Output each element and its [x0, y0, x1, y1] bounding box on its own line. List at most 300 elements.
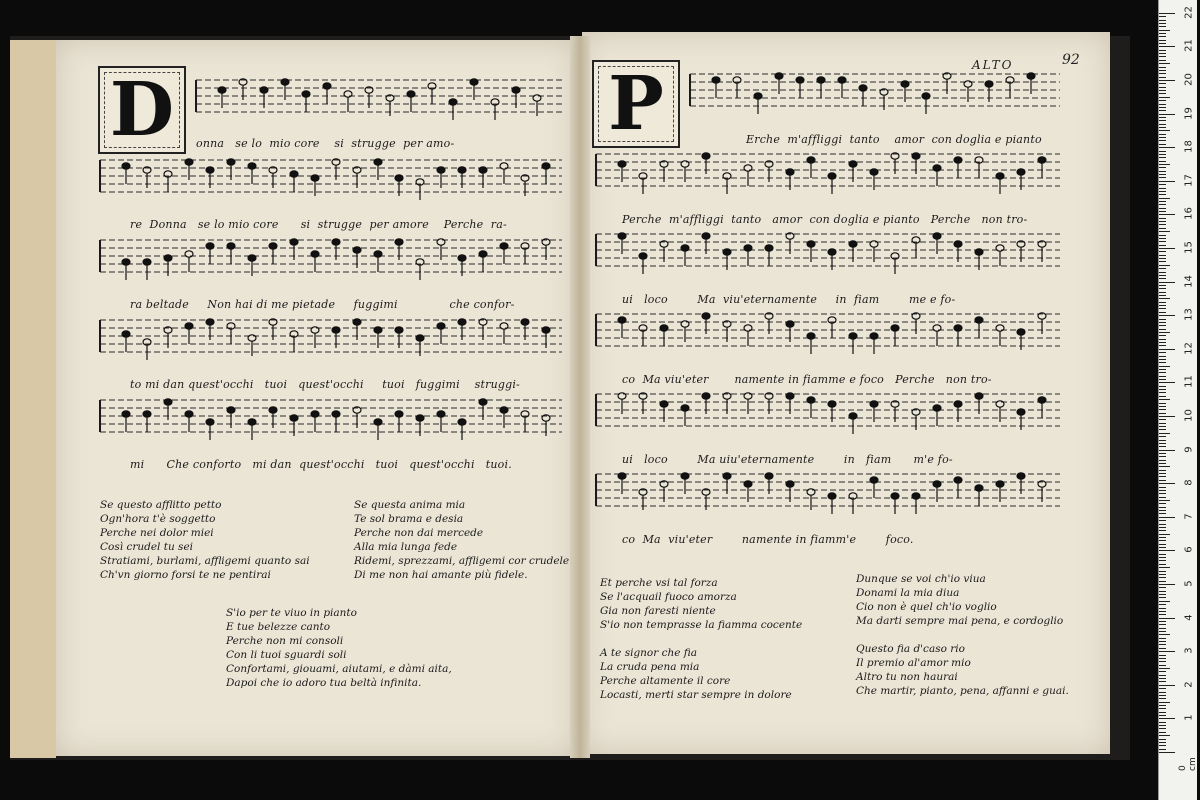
staff	[596, 473, 1060, 514]
ruler-tick	[1159, 594, 1166, 595]
ruler-tick	[1159, 591, 1166, 592]
ruler-tick	[1159, 339, 1166, 340]
note	[828, 493, 836, 499]
note	[618, 233, 626, 239]
note	[975, 393, 983, 399]
ruler-number: 13	[1183, 308, 1195, 322]
note	[416, 335, 424, 341]
ruler-tick	[1159, 688, 1166, 689]
note	[248, 163, 256, 169]
ruler-tick	[1159, 228, 1166, 229]
ruler-tick	[1159, 33, 1166, 34]
ruler-tick	[1159, 732, 1166, 733]
part-name: ALTO	[972, 58, 1014, 72]
note	[1038, 397, 1046, 403]
ruler-tick	[1159, 130, 1170, 131]
ruler-tick	[1159, 198, 1170, 199]
ruler-tick	[1159, 513, 1166, 514]
ruler-tick	[1159, 356, 1166, 357]
ruler-number: 10	[1183, 409, 1195, 422]
note	[681, 321, 689, 327]
ruler-tick	[1159, 554, 1166, 555]
ruler-tick	[1159, 114, 1175, 115]
ruler-tick	[1159, 668, 1170, 669]
ruler-tick	[1159, 443, 1166, 444]
note	[227, 243, 235, 249]
ruler-tick	[1159, 463, 1166, 464]
ruler-tick	[1159, 278, 1166, 279]
note	[870, 477, 878, 483]
note	[807, 241, 815, 247]
note	[933, 233, 941, 239]
ruler-tick	[1159, 70, 1166, 71]
note	[500, 163, 508, 169]
ruler-tick	[1159, 140, 1166, 141]
staff	[596, 393, 1060, 434]
ruler-tick	[1159, 194, 1166, 195]
ruler-number: 17	[1183, 173, 1195, 187]
ruler-number: 9	[1183, 445, 1195, 453]
ruler-tick	[1159, 258, 1166, 259]
ruler-tick	[1159, 631, 1166, 632]
ruler-tick	[1159, 648, 1166, 649]
note	[618, 473, 626, 479]
note	[712, 77, 720, 83]
ruler-tick	[1159, 403, 1166, 404]
note	[975, 485, 983, 491]
ruler-tick	[1159, 584, 1175, 585]
note	[185, 159, 193, 165]
ruler-tick	[1159, 450, 1175, 451]
verse-stanza: S'io per te viuo in pianto E tue belezze canto Perche non mi consoli Con li tuoi sguardi soli Confortami, giouami, aiutami, e dàmi aita, Dapoi che io adoro tua beltà infinita.	[226, 607, 452, 689]
note	[996, 325, 1004, 331]
ruler-number: 3	[1183, 647, 1195, 654]
ruler-tick	[1159, 587, 1166, 588]
ruler-tick	[1159, 382, 1175, 383]
ruler-tick	[1159, 335, 1166, 336]
ruler-tick	[1159, 473, 1166, 474]
ruler-tick	[1159, 550, 1175, 551]
note	[479, 399, 487, 405]
note	[227, 407, 235, 413]
ruler-tick	[1159, 436, 1166, 437]
ruler-tick	[1159, 83, 1166, 84]
ruler-tick	[1159, 433, 1170, 434]
ruler-tick	[1159, 527, 1166, 528]
note	[912, 493, 920, 499]
note	[1017, 409, 1025, 415]
ruler-tick	[1159, 265, 1170, 266]
ruler-tick	[1159, 312, 1166, 313]
ruler-tick	[1159, 181, 1175, 182]
note	[985, 81, 993, 87]
ruler-tick	[1159, 624, 1166, 625]
ruler-tick	[1159, 369, 1166, 370]
ruler-tick	[1159, 120, 1166, 121]
note	[1017, 169, 1025, 175]
ruler-tick	[1159, 446, 1166, 447]
note	[470, 79, 478, 85]
ruler-tick	[1159, 298, 1170, 299]
ruler-tick	[1159, 144, 1166, 145]
ruler-tick	[1159, 685, 1175, 686]
note	[458, 319, 466, 325]
note	[260, 87, 268, 93]
note	[542, 163, 550, 169]
ruler-tick	[1159, 124, 1166, 125]
note	[723, 473, 731, 479]
staff	[100, 319, 562, 360]
ruler-number: 6	[1183, 546, 1195, 554]
note	[849, 333, 857, 339]
note	[954, 241, 962, 247]
ruler-tick	[1159, 13, 1175, 14]
ruler-tick	[1159, 23, 1166, 24]
ruler-tick	[1159, 127, 1166, 128]
note	[744, 393, 752, 399]
note	[775, 73, 783, 79]
note	[838, 77, 846, 83]
lyric-line: mi Che conforto mi dan quest'occhi tuoi quest'occhi tuoi.	[130, 458, 512, 471]
note	[449, 99, 457, 105]
ruler-tick	[1159, 164, 1170, 165]
ruler-tick	[1159, 537, 1166, 538]
note	[374, 159, 382, 165]
ruler-tick	[1159, 322, 1166, 323]
ruler-tick	[1159, 211, 1166, 212]
ruler-number: 16	[1183, 207, 1195, 221]
note	[933, 325, 941, 331]
ruler-tick	[1159, 359, 1166, 360]
note	[964, 81, 972, 87]
ruler-tick	[1159, 362, 1166, 363]
ruler-tick	[1159, 104, 1166, 105]
note	[870, 333, 878, 339]
ruler-tick	[1159, 100, 1166, 101]
ruler-tick	[1159, 658, 1166, 659]
note	[807, 157, 815, 163]
ruler-tick	[1159, 134, 1166, 135]
page-number: 92	[1062, 52, 1080, 68]
ruler-tick	[1159, 426, 1166, 427]
ruler-tick	[1159, 73, 1166, 74]
ruler-tick	[1159, 520, 1166, 521]
ruler-tick	[1159, 251, 1166, 252]
note	[122, 259, 130, 265]
ruler-tick	[1159, 557, 1166, 558]
ruler-tick	[1159, 147, 1175, 148]
ruler-tick	[1159, 110, 1166, 111]
note	[500, 243, 508, 249]
lyric-line: ui loco Ma uiu'eternamente in fiam m'e fo-	[622, 453, 953, 466]
note	[395, 327, 403, 333]
note	[227, 159, 235, 165]
note	[922, 93, 930, 99]
ruler-tick	[1159, 107, 1166, 108]
ruler-tick	[1159, 745, 1166, 746]
ruler-tick	[1159, 406, 1166, 407]
note	[681, 405, 689, 411]
note	[975, 317, 983, 323]
ruler-tick	[1159, 705, 1166, 706]
note	[870, 241, 878, 247]
note	[901, 81, 909, 87]
ruler-tick	[1159, 715, 1166, 716]
ruler-tick	[1159, 396, 1166, 397]
ruler-tick	[1159, 389, 1166, 390]
verse-stanza: Se questa anima mia Te sol brama e desia Perche non dai mercede Alla mia lunga fede Ridemi, sprezzami, affligemi cor crudele Di me non hai amante più fidele.	[354, 499, 570, 581]
ruler-tick	[1159, 372, 1166, 373]
ruler-tick	[1159, 497, 1166, 498]
note	[639, 253, 647, 259]
ruler-tick	[1159, 231, 1170, 232]
ruler-tick	[1159, 332, 1170, 333]
ruler-tick	[1159, 540, 1166, 541]
ruler-number: 14	[1183, 274, 1195, 288]
ruler-number: 20	[1183, 73, 1195, 86]
ruler-number: 4	[1183, 613, 1195, 621]
note	[122, 163, 130, 169]
ruler-tick	[1159, 50, 1166, 51]
ruler-tick	[1159, 93, 1166, 94]
note	[786, 169, 794, 175]
note	[290, 171, 298, 177]
note	[458, 419, 466, 425]
ruler-tick	[1159, 167, 1166, 168]
note	[290, 415, 298, 421]
note	[807, 489, 815, 495]
ruler-tick	[1159, 218, 1166, 219]
ruler-tick	[1159, 560, 1166, 561]
note	[248, 419, 256, 425]
note	[521, 319, 529, 325]
ruler-tick	[1159, 392, 1166, 393]
ruler-number: 8	[1183, 479, 1195, 486]
note	[702, 233, 710, 239]
ruler-tick	[1159, 695, 1166, 696]
ruler-tick	[1159, 275, 1166, 276]
note	[353, 319, 361, 325]
ruler-tick	[1159, 245, 1166, 246]
decorated-initial-p: P	[592, 60, 680, 148]
note	[479, 251, 487, 257]
ruler-tick	[1159, 248, 1175, 249]
ruler-tick	[1159, 739, 1166, 740]
ruler-tick	[1159, 692, 1166, 693]
note	[870, 169, 878, 175]
note	[933, 481, 941, 487]
lyric-line: Perche m'affliggi tanto amor con doglia e pianto Perche non tro-	[622, 213, 1028, 226]
note	[458, 167, 466, 173]
note	[218, 87, 226, 93]
ruler-tick	[1159, 224, 1166, 225]
ruler-number: 7	[1183, 513, 1195, 520]
note	[702, 153, 710, 159]
ruler-tick	[1159, 302, 1166, 303]
ruler-tick	[1159, 601, 1170, 602]
note	[807, 333, 815, 339]
note	[744, 165, 752, 171]
note	[891, 325, 899, 331]
verse-stanza: Et perche vsi tal forza Se l'acquail fuoco amorza Gia non faresti niente S'io non temprasse la fiamma cocente	[600, 577, 803, 631]
note	[395, 175, 403, 181]
ruler-tick	[1159, 614, 1166, 615]
ruler-tick	[1159, 628, 1166, 629]
lyric-line: ra beltade Non hai di me pietade fuggimi che confor-	[130, 298, 515, 311]
ruler-tick	[1159, 409, 1166, 410]
ruler-tick	[1159, 571, 1166, 572]
note	[954, 325, 962, 331]
ruler-tick	[1159, 20, 1166, 21]
note	[374, 251, 382, 257]
staff	[100, 159, 562, 200]
ruler-tick	[1159, 241, 1166, 242]
ruler-tick	[1159, 453, 1166, 454]
note	[754, 93, 762, 99]
ruler-tick	[1159, 161, 1166, 162]
ruler-tick	[1159, 611, 1166, 612]
staff	[100, 239, 562, 280]
staff	[196, 79, 562, 120]
ruler-tick	[1159, 507, 1166, 508]
note	[395, 411, 403, 417]
note	[744, 481, 752, 487]
note	[891, 493, 899, 499]
ruler-tick	[1159, 655, 1166, 656]
ruler-tick	[1159, 329, 1166, 330]
note	[437, 411, 445, 417]
verse-stanza: A te signor che fia La cruda pena mia Perche altamente il core Locasti, merti star sempre in dolore	[600, 647, 792, 701]
note	[533, 95, 541, 101]
ruler-tick	[1159, 416, 1175, 417]
note	[206, 243, 214, 249]
ruler-tick	[1159, 517, 1175, 518]
note	[458, 255, 466, 261]
decorated-initial-d: D	[98, 66, 186, 154]
note	[786, 393, 794, 399]
ruler-tick	[1159, 749, 1166, 750]
ruler-tick	[1159, 26, 1166, 27]
measurement-ruler	[1158, 0, 1197, 800]
note	[122, 411, 130, 417]
note	[374, 327, 382, 333]
ruler-number: 12	[1183, 341, 1195, 355]
note	[744, 245, 752, 251]
note	[765, 473, 773, 479]
note	[796, 77, 804, 83]
note	[281, 79, 289, 85]
note	[122, 331, 130, 337]
ruler-tick	[1159, 487, 1166, 488]
note	[954, 477, 962, 483]
ruler-number: 22	[1183, 5, 1195, 19]
staff	[596, 153, 1060, 194]
note	[323, 83, 331, 89]
ruler-tick	[1159, 97, 1170, 98]
note	[332, 411, 340, 417]
ruler-tick	[1159, 547, 1166, 548]
ruler-tick	[1159, 255, 1166, 256]
note	[828, 249, 836, 255]
note	[933, 405, 941, 411]
note	[311, 251, 319, 257]
note	[437, 239, 445, 245]
note	[975, 249, 983, 255]
ruler-tick	[1159, 208, 1166, 209]
ruler-tick	[1159, 671, 1166, 672]
ruler-tick	[1159, 423, 1166, 424]
ruler-tick	[1159, 752, 1175, 753]
ruler-tick	[1159, 214, 1175, 215]
note	[870, 401, 878, 407]
ruler-tick	[1159, 56, 1166, 57]
note	[512, 87, 520, 93]
ruler-tick	[1159, 282, 1175, 283]
staff	[596, 313, 1060, 354]
ruler-tick	[1159, 379, 1166, 380]
ruler-tick	[1159, 567, 1170, 568]
ruler-tick	[1159, 352, 1166, 353]
note	[681, 473, 689, 479]
ruler-tick	[1159, 678, 1166, 679]
note	[1017, 329, 1025, 335]
note	[681, 161, 689, 167]
ruler-tick	[1159, 493, 1166, 494]
ruler-tick	[1159, 742, 1166, 743]
ruler-tick	[1159, 534, 1170, 535]
note	[723, 249, 731, 255]
ruler-tick	[1159, 386, 1166, 387]
note	[395, 239, 403, 245]
ruler-tick	[1159, 530, 1166, 531]
ruler-tick	[1159, 698, 1166, 699]
lyric-line: ui loco Ma viu'eternamente in fiam me e fo-	[622, 293, 956, 306]
ruler-tick	[1159, 641, 1166, 642]
note	[164, 399, 172, 405]
note	[206, 167, 214, 173]
note	[542, 327, 550, 333]
ruler-tick	[1159, 661, 1166, 662]
ruler-number: 5	[1183, 580, 1195, 587]
ruler-tick	[1159, 308, 1166, 309]
note	[269, 407, 277, 413]
ruler-tick	[1159, 184, 1166, 185]
note	[164, 255, 172, 261]
ruler-tick	[1159, 235, 1166, 236]
lyric-line: onna se lo mio core si strugge per amo-	[196, 137, 455, 150]
note	[311, 175, 319, 181]
ruler-tick	[1159, 30, 1170, 31]
note	[332, 239, 340, 245]
ruler-tick	[1159, 151, 1166, 152]
note	[996, 401, 1004, 407]
ruler-tick	[1159, 722, 1166, 723]
ruler-tick	[1159, 483, 1175, 484]
ruler-tick	[1159, 544, 1166, 545]
ruler-tick	[1159, 305, 1166, 306]
ruler-tick	[1159, 597, 1166, 598]
note	[954, 401, 962, 407]
note	[660, 401, 668, 407]
ruler-tick	[1159, 429, 1166, 430]
ruler-tick	[1159, 708, 1166, 709]
note	[185, 411, 193, 417]
ruler-tick	[1159, 618, 1175, 619]
note	[206, 419, 214, 425]
ruler-tick	[1159, 77, 1166, 78]
ruler-tick	[1159, 564, 1166, 565]
note	[248, 335, 256, 341]
